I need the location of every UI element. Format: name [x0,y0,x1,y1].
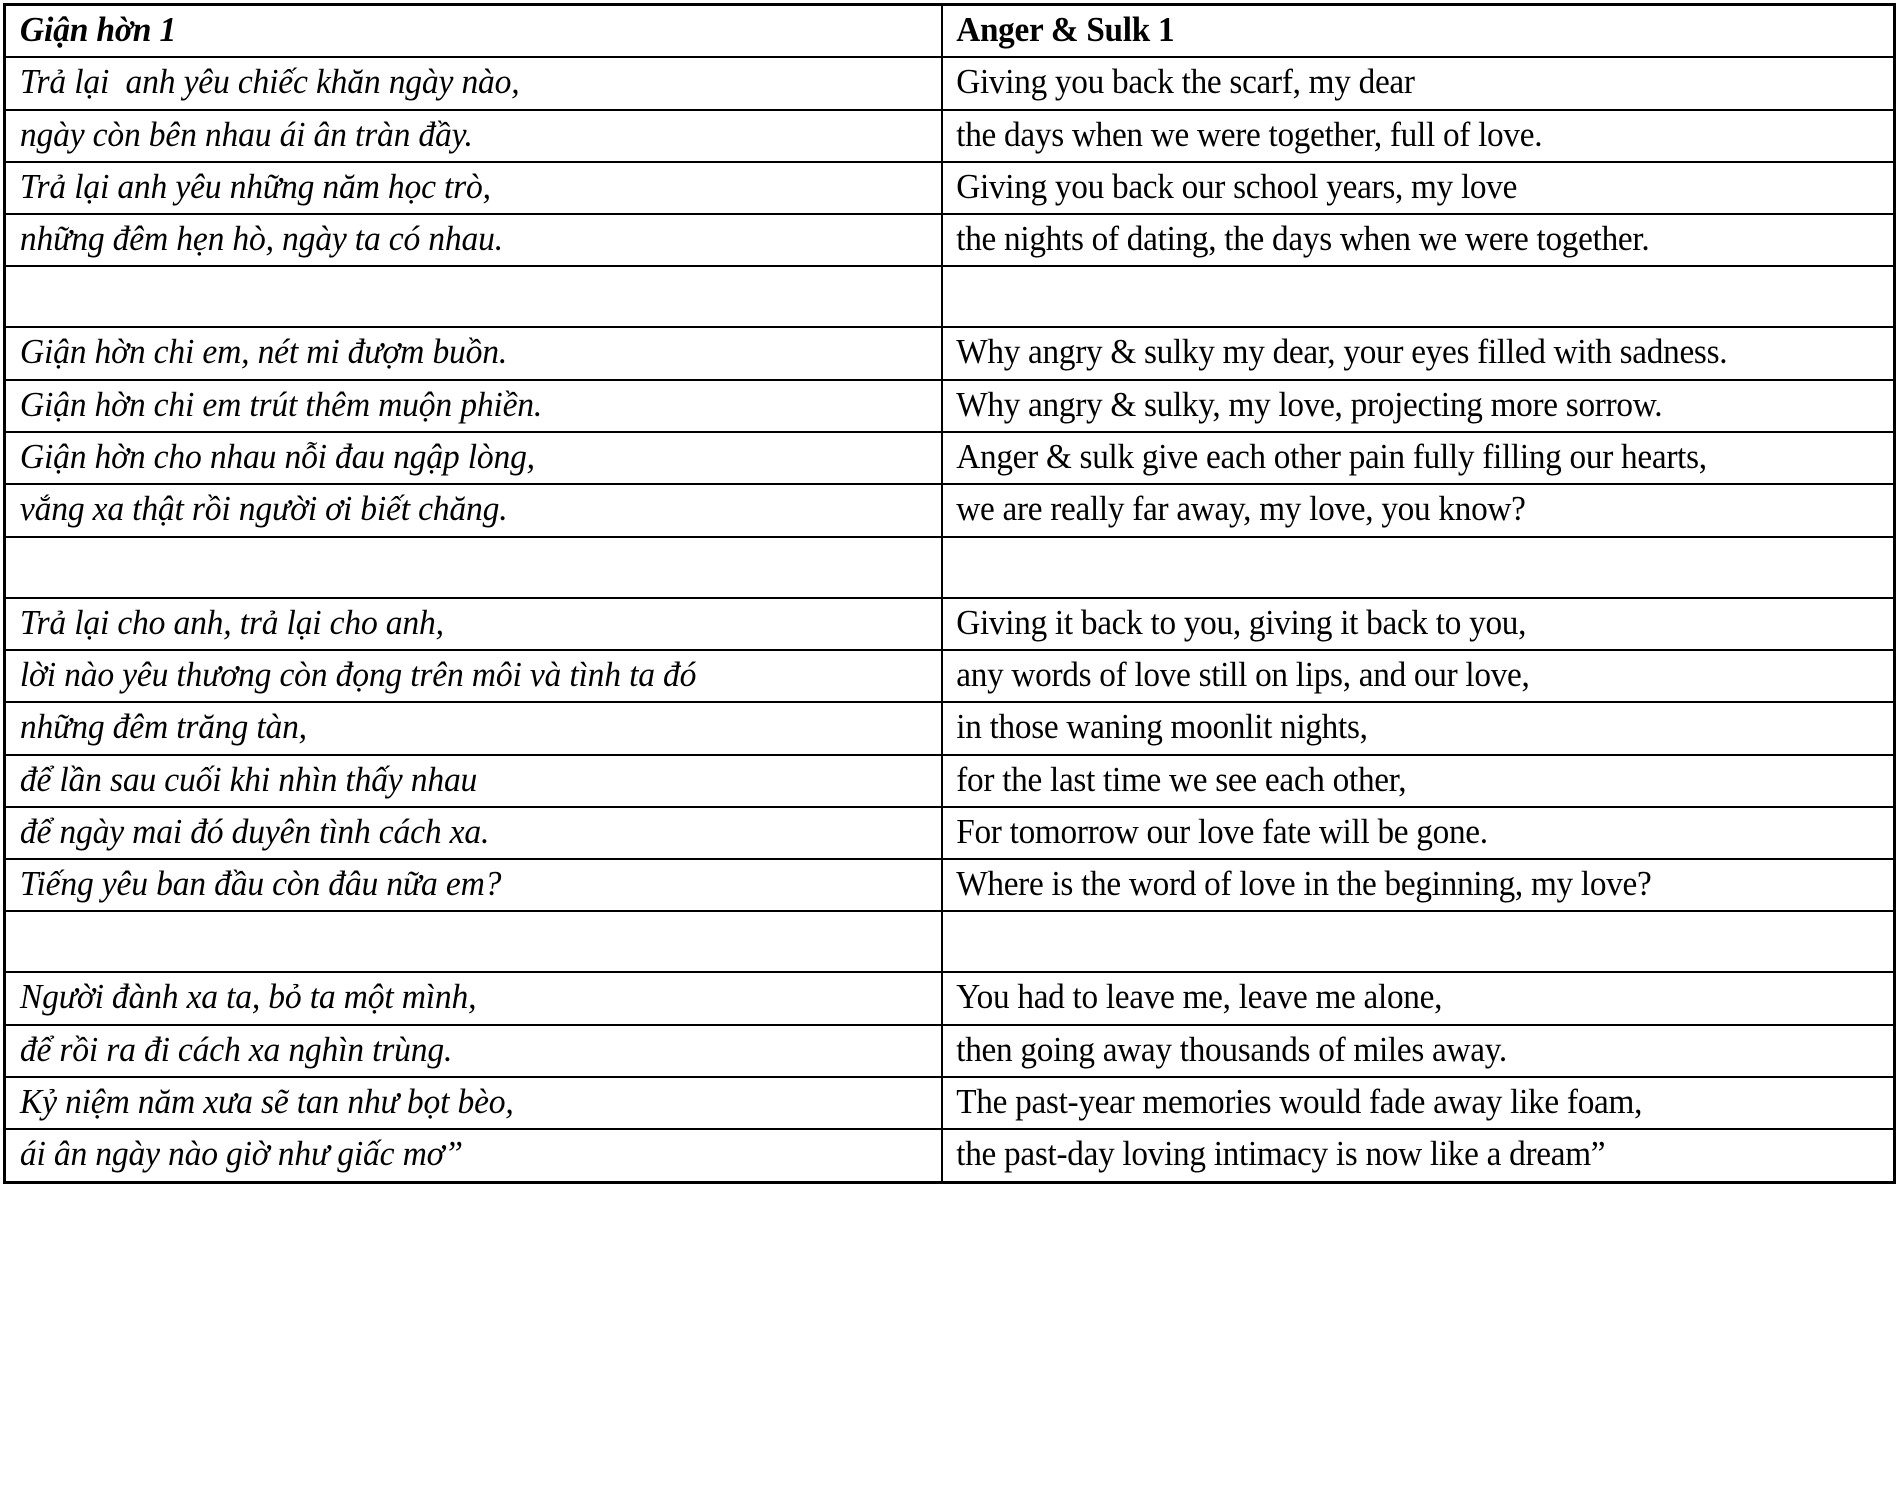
cell-english [942,1129,1847,1182]
cell-vietnamese-text: Trả lại cho anh, trả lại cho anh, [19,602,444,642]
cell-vietnamese [5,162,905,214]
cell-english-text: any words of love still on lips, and our love, [955,654,1530,694]
cell-english [942,755,1847,807]
table-row [5,807,1895,859]
cell-vietnamese [5,432,905,484]
cell-english [942,807,1847,859]
cell-english-text: Why angry & sulky my dear, your eyes filled with sadness. [955,332,1727,372]
table-row [5,972,1895,1024]
cell-vietnamese [5,484,905,536]
cell-english [942,484,1847,536]
cell-vietnamese [5,1025,905,1077]
cell-vietnamese-text: lời nào yêu thương còn đọng trên môi và tình ta đó [19,654,696,694]
cell-english-text: Giving you back our school years, my love [955,166,1517,206]
cell-english [942,702,1847,754]
cell-vietnamese [5,859,905,911]
cell-vietnamese-text: để lần sau cuối khi nhìn thấy nhau [19,759,477,799]
cell-vietnamese-text: vắng xa thật rồi người ơi biết chăng. [19,489,507,529]
cell-vietnamese [5,702,905,754]
cell-english-text: Anger & sulk give each other pain fully filling our hearts, [955,437,1707,477]
cell-vietnamese-text: Giận hờn cho nhau nỗi đau ngập lòng, [19,437,535,477]
cell-english [942,327,1847,379]
cell-vietnamese-text: Kỷ niệm năm xưa sẽ tan như bọt bèo, [19,1082,514,1122]
table-row [5,755,1895,807]
table-row [5,110,1895,162]
cell-vietnamese [5,380,905,432]
cell-english-text: in those waning moonlit nights, [955,707,1368,747]
table-row [5,1077,1895,1129]
cell-english [942,972,1847,1024]
cell-english-empty [942,911,1847,972]
table-row [5,484,1895,536]
cell-english [942,57,1847,109]
cell-vietnamese [5,1129,905,1182]
cell-english-empty [942,537,1847,598]
cell-english [942,380,1847,432]
cell-vietnamese-text: những đêm trăng tàn, [19,707,307,747]
cell-vietnamese [5,972,905,1024]
cell-vietnamese [5,650,905,702]
cell-vietnamese [5,214,905,266]
cell-vietnamese [5,57,905,109]
table-row [5,214,1895,266]
cell-english [942,650,1847,702]
table-spacer-row [5,266,1895,327]
cell-vietnamese-text: Người đành xa ta, bỏ ta một mình, [19,977,476,1017]
cell-vietnamese-empty [5,266,905,327]
column-header-english-text: Anger & Sulk 1 [955,10,1174,49]
cell-vietnamese-text: để ngày mai đó duyên tình cách xa. [19,811,489,851]
cell-english-empty [942,266,1847,327]
cell-english-text: Where is the word of love in the beginning, my love? [955,864,1652,904]
table-row [5,327,1895,379]
cell-vietnamese-text: Giận hờn chi em trút thêm muộn phiền. [19,384,542,424]
cell-english-text: for the last time we see each other, [955,759,1406,799]
cell-vietnamese [5,755,905,807]
table-header-row [5,5,1895,58]
table-row [5,380,1895,432]
cell-vietnamese [5,1077,905,1129]
cell-english-text: For tomorrow our love fate will be gone. [955,811,1488,851]
cell-english [942,1077,1847,1129]
cell-english [942,432,1847,484]
cell-english [942,110,1847,162]
column-header-vietnamese-text: Giận hờn 1 [19,10,176,49]
cell-english-text: The past-year memories would fade away like foam, [955,1082,1642,1122]
cell-english [942,859,1847,911]
column-header-english [942,5,1847,58]
cell-vietnamese-empty [5,537,905,598]
cell-english-text: Why angry & sulky, my love, projecting more sorrow. [955,384,1662,424]
cell-english [942,1025,1847,1077]
cell-english [942,162,1847,214]
table-body [5,5,1895,1183]
cell-vietnamese-text: để rồi ra đi cách xa nghìn trùng. [19,1029,452,1069]
cell-english [942,214,1847,266]
cell-english [942,598,1847,650]
cell-english-text: Giving you back the scarf, my dear [955,62,1415,102]
cell-vietnamese-empty [5,911,905,972]
table-row [5,1025,1895,1077]
cell-vietnamese [5,327,905,379]
cell-vietnamese-text: Giận hờn chi em, nét mi đượm buồn. [19,332,507,372]
cell-vietnamese-text: những đêm hẹn hò, ngày ta có nhau. [19,219,503,259]
table-row [5,859,1895,911]
cell-english-text: You had to leave me, leave me alone, [955,977,1442,1017]
cell-english-text: we are really far away, my love, you know? [955,489,1526,529]
cell-english-text: Giving it back to you, giving it back to you, [955,602,1526,642]
cell-vietnamese [5,598,905,650]
cell-vietnamese-text: ngày còn bên nhau ái ân tràn đầy. [19,114,473,154]
bilingual-lyrics-table [3,3,1896,1184]
table-row [5,702,1895,754]
cell-vietnamese-text: Trả lại anh yêu những năm học trò, [19,166,491,206]
cell-vietnamese-text: Trả lại anh yêu chiếc khăn ngày nào, [19,62,519,102]
table-row [5,432,1895,484]
cell-vietnamese-text: ái ân ngày nào giờ như giấc mơ” [19,1134,463,1174]
table-row [5,1129,1895,1182]
table-spacer-row [5,537,1895,598]
table-row [5,162,1895,214]
cell-english-text: the nights of dating, the days when we were together. [955,219,1649,259]
table-spacer-row [5,911,1895,972]
column-header-vietnamese [5,5,905,58]
cell-vietnamese-text: Tiếng yêu ban đầu còn đâu nữa em? [19,864,501,904]
cell-english-text: then going away thousands of miles away. [955,1029,1507,1069]
cell-vietnamese [5,807,905,859]
table-row [5,57,1895,109]
table-row [5,598,1895,650]
cell-vietnamese [5,110,905,162]
table-row [5,650,1895,702]
cell-english-text: the past-day loving intimacy is now like a dream” [955,1134,1605,1174]
cell-english-text: the days when we were together, full of love. [955,114,1542,154]
